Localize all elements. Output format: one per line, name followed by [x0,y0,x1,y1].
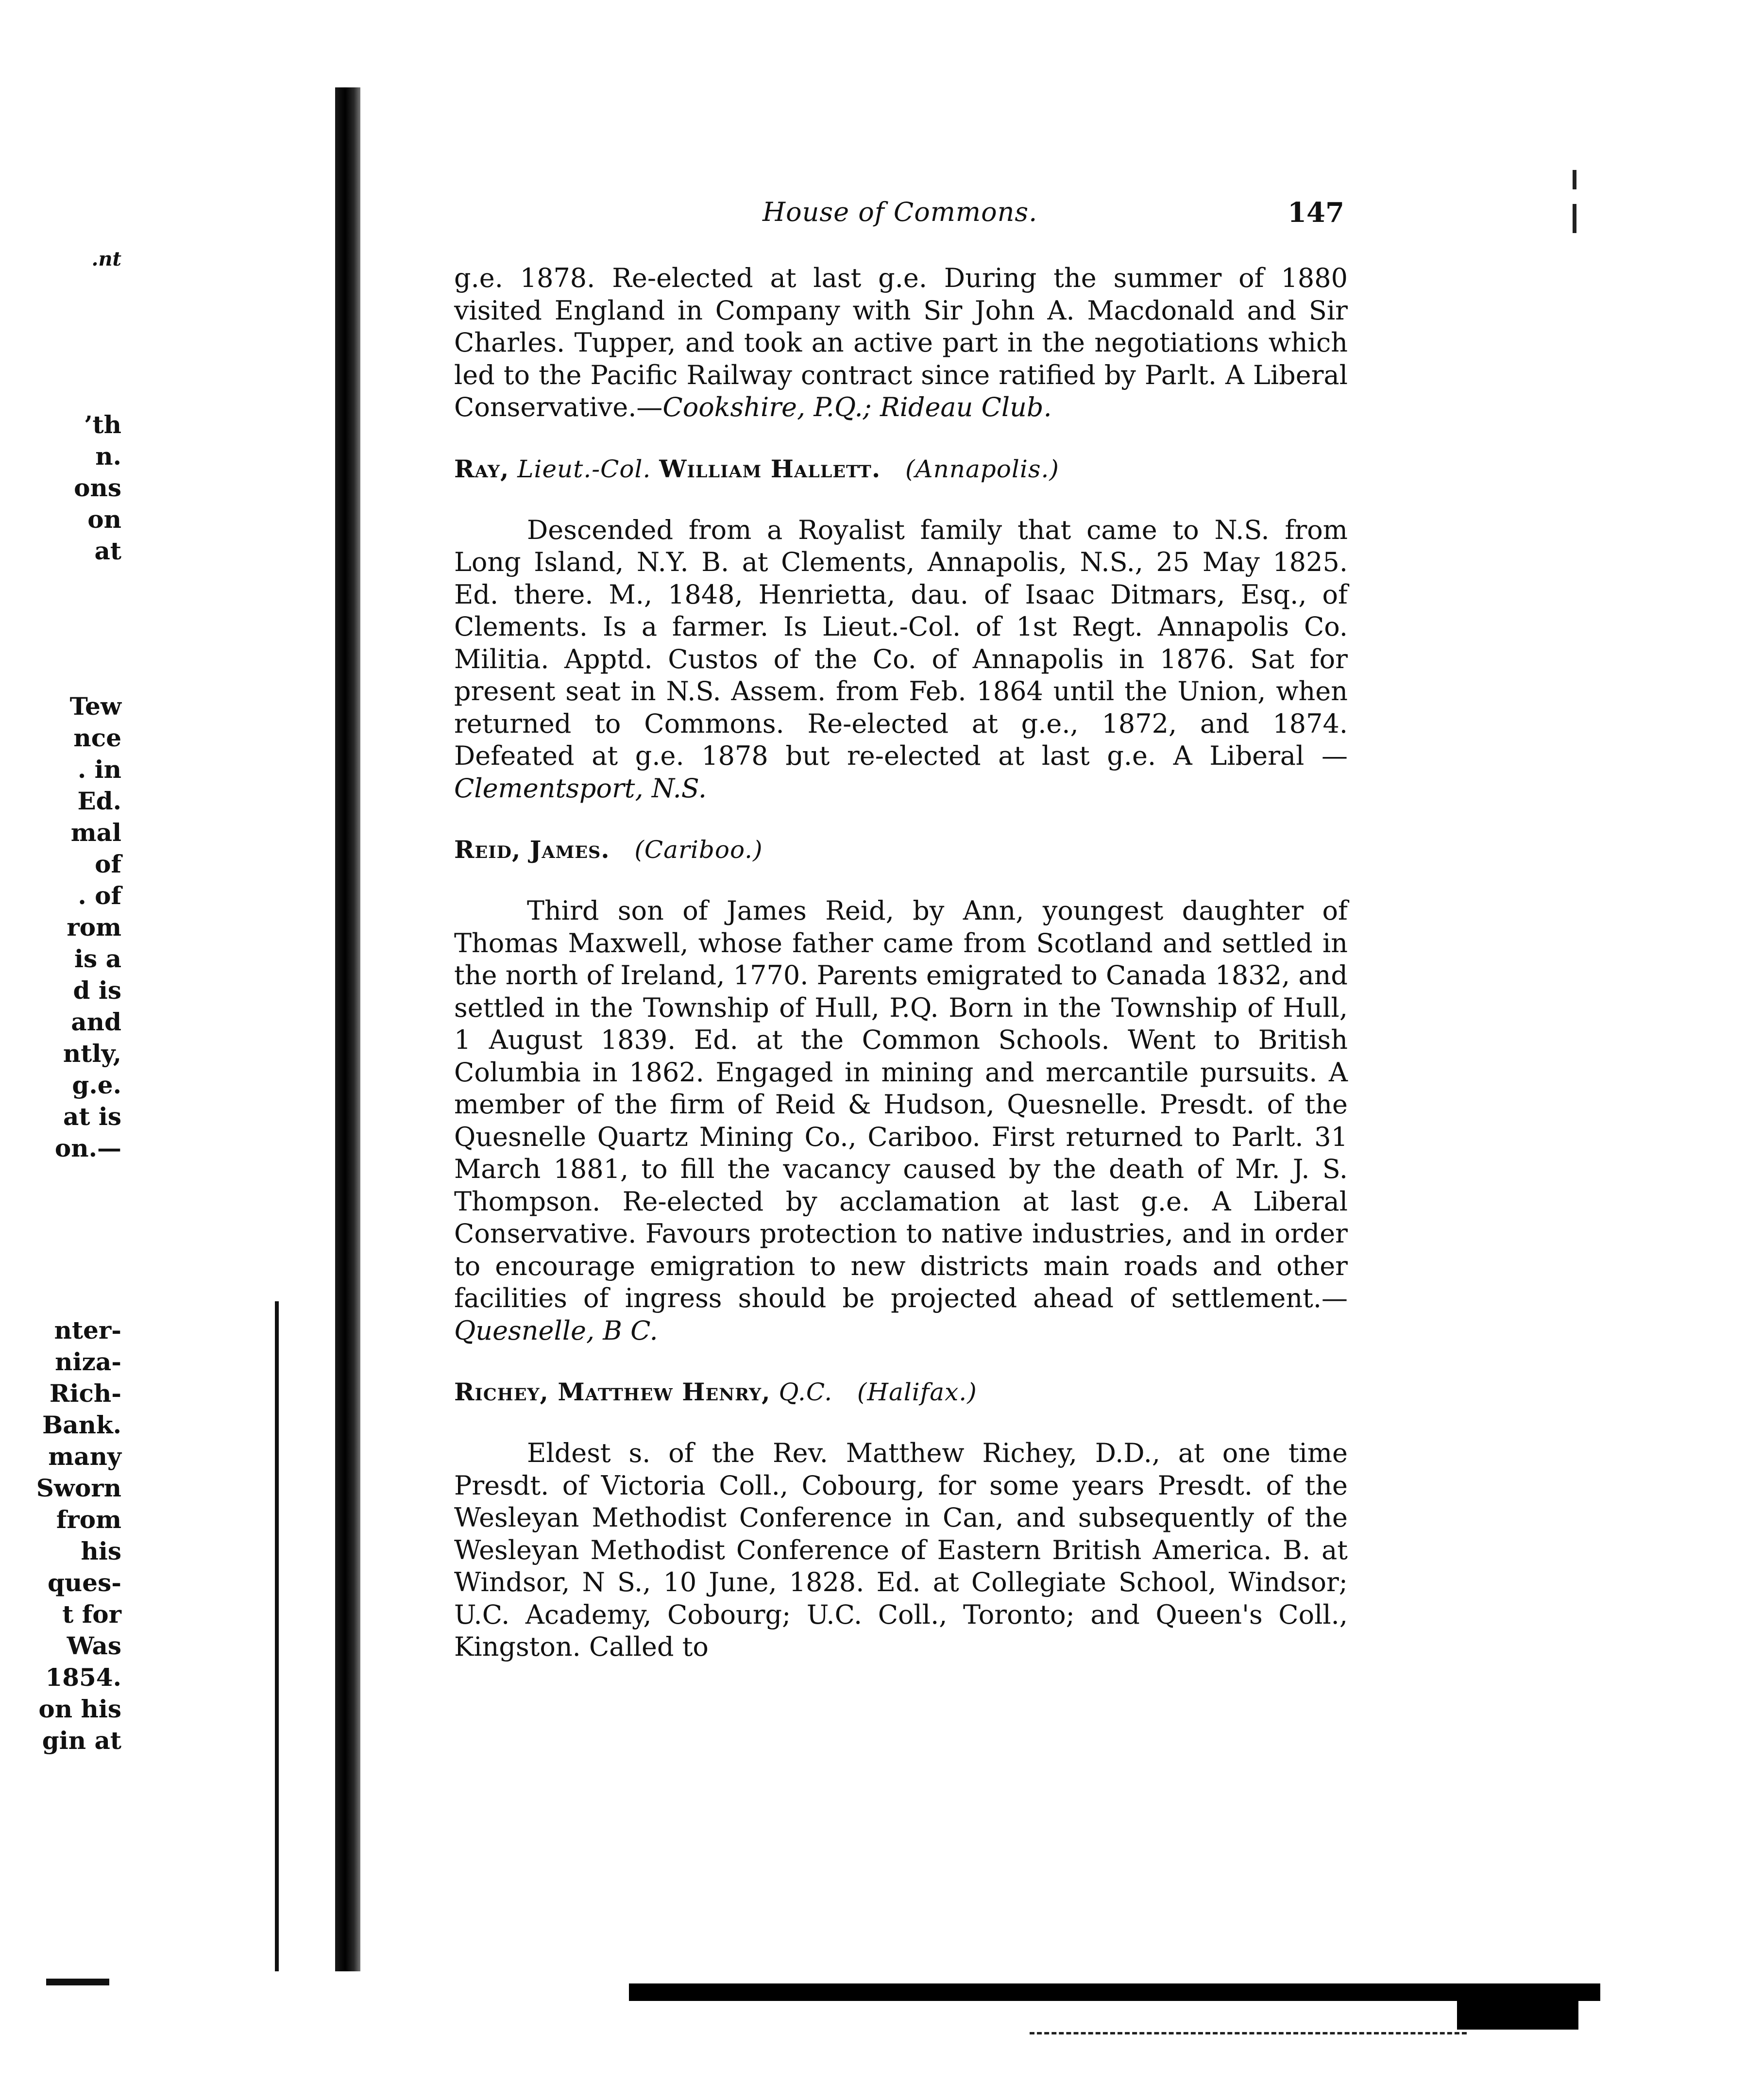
facing-page-fragment: on his [38,1695,121,1723]
entry-address: Quesnelle, B C. [454,1315,658,1346]
facing-page-fragment: t for [62,1600,121,1629]
facing-page-fragment: 1854. [45,1663,121,1692]
page-body [454,262,1348,1663]
facing-page-fragment: and [71,1008,121,1036]
facing-page-fragment: at [94,537,121,565]
facing-page-fragment: Ed. [77,787,121,815]
entry-body-ray [454,514,1348,805]
facing-page-fragment: of [95,850,121,878]
entry-text: Eldest s. of the Rev. Matthew Richey, D.D., at one time Presdt. of Victoria Coll., Cobourg, for some years Presdt. of the Wesleyan Methodist Conference in Can, and subsequently of the Wesleyan Methodist Conference of Eastern British America. B. at Windsor, N S., 10 June, 1828. Ed. at Collegiate School, Windsor; U.C. Academy, Cobourg; U.C. Coll., Toronto; and Queen's Coll., Kingston. Called to [454,1438,1348,1662]
entry-heading-richey [454,1376,1348,1408]
facing-page-fragment: many [48,1442,121,1471]
facing-page-fragment: nter- [54,1316,121,1344]
riding-name: (Annapolis.) [905,454,1059,483]
facing-page-fragment: . in [77,755,121,784]
entry-text: Descended from a Royalist family that came to N.S. from Long Island, N.Y. B. at Clements, Annapolis, N.S., 25 May 1825. Ed. there. M., 1848, Henrietta, dau. of Isaac Ditmars, Esq., of Clements. Is a farmer. Is Lieut.-Col. of 1st Regt. Annapolis Co. Militia. Apptd. Custos of the Co. of Annapolis in 1876. Sat for present seat in N.S. Assem. from Feb. 1864 until the Union, when returned to Commons. Re-elected at g.e., 1872, and 1874. Defeated at g.e. 1878 but re-elected at last g.e. A Liberal — [454,514,1348,771]
facing-page-fragment: ntly, [63,1039,121,1068]
facing-page-fragment: niza- [55,1347,121,1376]
facing-page-fragment: n. [95,442,121,470]
facing-page-fragment: is a [74,944,121,973]
facing-page-fragment: . of [78,881,121,910]
facing-page-fragment: mal [70,818,121,847]
member-title: Lieut.-Col. [517,454,651,483]
facing-page-fragment: his [81,1537,121,1565]
facing-page-fragment: Was [67,1631,121,1660]
member-surname: Ray, [454,454,509,483]
facing-page-fragment: .nt [91,248,121,270]
member-given-names: William Hallett. [659,454,881,483]
edge-mark [1573,204,1576,233]
running-head: House of Commons. [762,197,1038,227]
entry-body-richey [454,1437,1348,1663]
scan-artifact-dash [46,1979,109,1985]
page-edge-dashes [1030,2032,1467,2034]
riding-name: (Halifax.) [857,1378,977,1406]
facing-page-fragment: ons [74,473,121,502]
gutter-line [275,1301,279,1971]
member-title: Q.C. [779,1378,833,1406]
page-edge-shadow [629,1983,1600,2001]
facing-page-fragment: ques- [47,1568,121,1597]
member-name: Reid, James. [454,835,610,864]
facing-page-fragment: d is [73,976,121,1005]
entry-address: Cookshire, P.Q.; Rideau Club. [662,392,1052,422]
facing-page-fragment: g.e. [72,1071,121,1099]
book-spine-shadow [335,87,360,1971]
facing-page-fragment: gin at [42,1726,121,1755]
facing-page-fragment: Bank. [42,1411,121,1439]
facing-page-fragment: Rich- [49,1379,121,1408]
facing-page-fragment: nce [73,723,121,752]
riding-name: (Cariboo.) [634,836,763,864]
entry-text: Third son of James Reid, by Ann, youngest daughter of Thomas Maxwell, whose father came from Scotland and settled in the north of Ireland, 1770. Parents emigrated to Canada 1832, and settled in the Township of Hull, P.Q. Born in the Township of Hull, 1 August 1839. Ed. at the Common Schools. Went to British Columbia in 1862. Engaged in mining and mercantile pursuits. A member of the firm of Reid & Hudson, Quesnelle. Presdt. of the Quesnelle Quartz Mining Co., Cariboo. First returned to Parlt. 31 March 1881, to fill the vacancy caused by the death of Mr. J. S. Thompson. Re-elected by acclamation at last g.e. A Liberal Conservative. Favours protection to native industries, and in order to encourage emigration to new districts main roads and other facilities of ingress should be projected ahead of settlement.— [454,895,1348,1313]
facing-page-fragment: rom [67,913,121,941]
facing-page-fragment: from [56,1505,121,1534]
page-header [762,197,1345,231]
entry-address: Clementsport, N.S. [454,773,707,804]
entry-heading-ray [454,453,1348,485]
member-name: Richey, Matthew Henry, [454,1378,771,1406]
page-number: 147 [1288,197,1344,229]
entry-text: g.e. 1878. Re-elected at last g.e. During the summer of 1880 visited England in Company with Sir John A. Macdonald and Sir Charles. Tupper, and took an active part in the negotiations which led to the Pacific Railway contract since ratified by Parlt. A Liberal Conservative.— [454,263,1348,422]
entry-continuation [454,262,1348,424]
facing-page-fragment: ’th [84,410,121,439]
page-corner-shadow [1457,1983,1578,2030]
facing-page-fragment: on.— [54,1134,121,1162]
entry-body-reid [454,895,1348,1347]
facing-page-fragment: at is [63,1102,121,1131]
entry-heading-reid [454,834,1348,866]
facing-page-fragment: Sworn [36,1474,121,1502]
facing-page-fragment: Tew [69,692,121,721]
edge-mark [1573,170,1576,189]
facing-page-fragment: on [87,505,121,534]
